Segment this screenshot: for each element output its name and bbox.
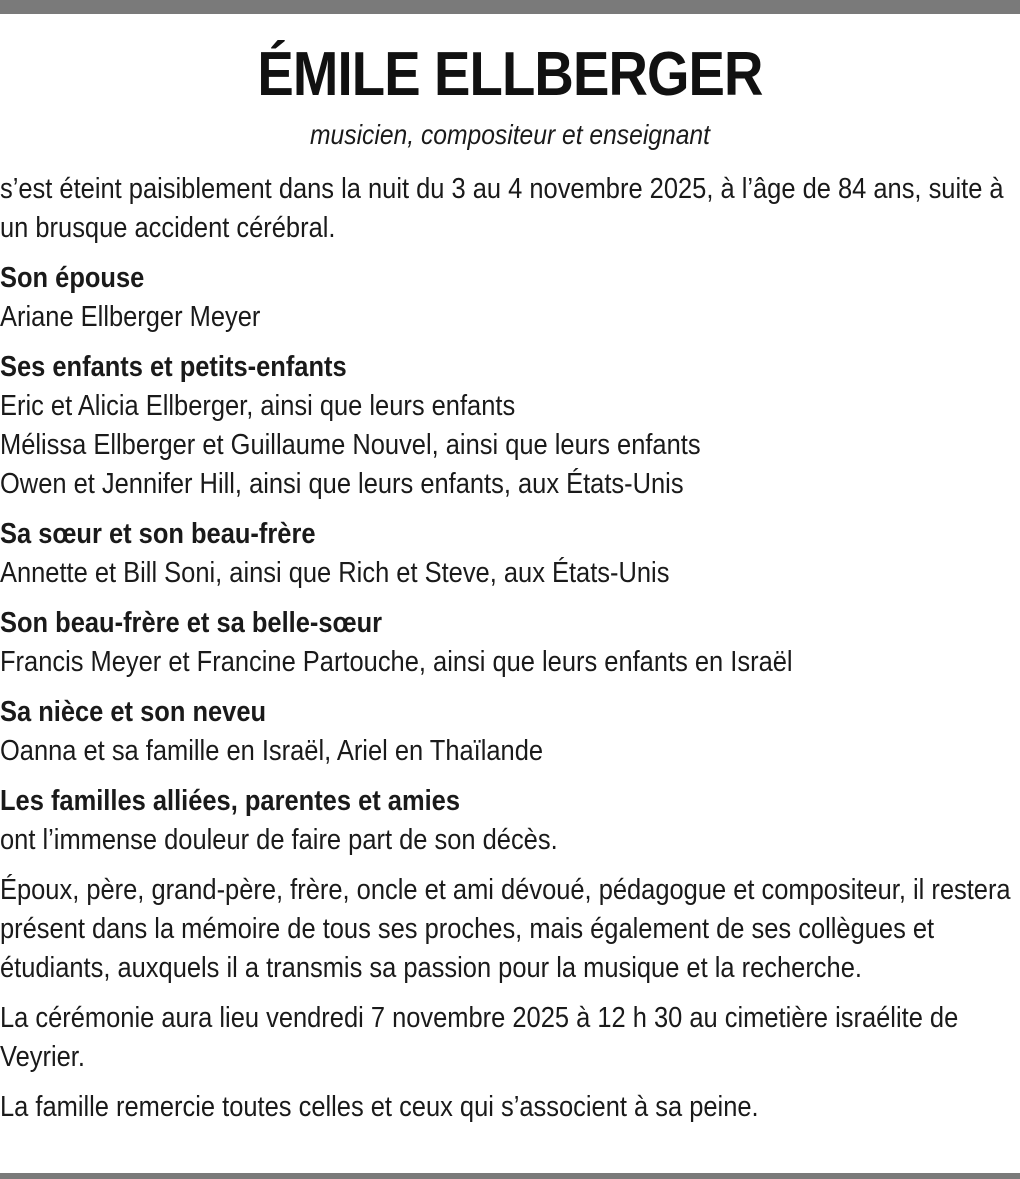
section-line: Francis Meyer et Francine Partouche, ainsi que leurs enfants en Israël — [0, 646, 793, 678]
section-line: Owen et Jennifer Hill, ainsi que leurs enfants, aux États-Unis — [0, 468, 684, 500]
section-heading: Son beau-frère et sa belle-sœur — [0, 607, 383, 639]
section-heading: Son épouse — [0, 262, 145, 294]
section-niece-nephew — [0, 693, 1018, 771]
section-line: Mélissa Ellberger et Guillaume Nouvel, ainsi que leurs enfants — [0, 429, 701, 461]
section-spouse — [0, 259, 1018, 337]
section-line: Ariane Ellberger Meyer — [0, 301, 261, 333]
top-rule — [0, 0, 1020, 14]
section-line: Eric et Alicia Ellberger, ainsi que leurs enfants — [0, 390, 516, 422]
section-heading: Sa nièce et son neveu — [0, 696, 267, 728]
section-sister — [0, 515, 1018, 593]
ceremony-paragraph: La cérémonie aura lieu vendredi 7 novembre 2025 à 12 h 30 au cimetière israélite de Veyrier. — [0, 1002, 959, 1073]
section-families — [0, 782, 1018, 860]
bottom-rule — [0, 1173, 1020, 1179]
intro-paragraph: s’est éteint paisiblement dans la nuit du 3 au 4 novembre 2025, à l’âge de 84 ans, suite à un brusque accident cérébral. — [0, 173, 1004, 244]
deceased-subtitle: musicien, compositeur et enseignant — [310, 119, 710, 150]
section-line: ont l’immense douleur de faire part de son décès. — [0, 824, 558, 856]
section-heading: Sa sœur et son beau-frère — [0, 518, 316, 550]
notice-body — [0, 170, 1018, 1138]
section-in-laws — [0, 604, 1018, 682]
section-children — [0, 348, 1018, 504]
section-line: Annette et Bill Soni, ainsi que Rich et Steve, aux États-Unis — [0, 557, 670, 589]
deceased-name: ÉMILE ELLBERGER — [257, 40, 763, 109]
section-heading: Les familles alliées, parentes et amies — [0, 785, 460, 817]
thanks-paragraph: La famille remercie toutes celles et ceux qui s’associent à sa peine. — [0, 1091, 759, 1123]
tribute-paragraph: Époux, père, grand-père, frère, oncle et ami dévoué, pédagogue et compositeur, il restera présent dans la mémoire de tous ses proches, mais également de ses collègues et étudiants, auxquels il a transmis sa passion pour la musique et la recherche. — [0, 874, 1011, 984]
section-heading: Ses enfants et petits-enfants — [0, 351, 347, 383]
section-line: Oanna et sa famille en Israël, Ariel en Thaïlande — [0, 735, 544, 767]
